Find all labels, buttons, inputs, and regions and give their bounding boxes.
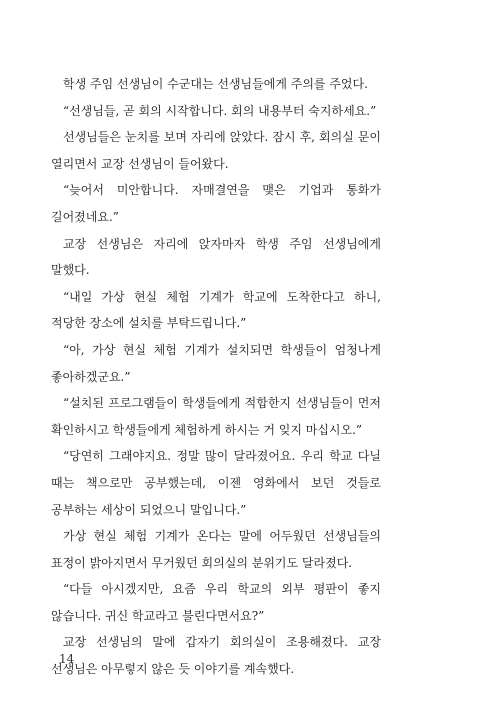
paragraph: “다들 아시겠지만, 요즘 우리 학교의 외부 평판이 좋지 않습니다. 귀신 학교라고 불린다면서요?”	[51, 582, 381, 623]
paragraph: 교장 선생님의 말에 갑자기 회의실이 조용해졌다. 교장 선생님은 아무렇지 않은 듯 이야기를 계속했다.	[51, 635, 381, 677]
paragraph: “아, 가상 현실 체험 기계가 설치되면 학생들이 엄청나게 좋아하겠군요.”	[51, 342, 381, 384]
body-text	[51, 71, 381, 683]
paragraph: 가상 현실 체험 기계가 온다는 말에 어두웠던 선생님들의 표정이 밝아지면서 무거웠던 회의실의 분위기도 달라졌다.	[51, 529, 381, 570]
paragraph: “늦어서 미안합니다. 자매결연을 맺은 기업과 통화가 길어졌네요.”	[51, 183, 381, 224]
paragraph: 선생님들은 눈치를 보며 자리에 앉았다. 잠시 후, 회의실 문이 열리면서 교장 선생님이 들어왔다.	[51, 130, 381, 171]
paragraph: “당연히 그래야지요. 정말 많이 달라졌어요. 우리 학교 다닐 때는 책으로만 공부했는데, 이젠 영화에서 보던 것들로 공부하는 세상이 되었으니 말입니다.”	[51, 449, 381, 517]
paragraph: “설치된 프로그램들이 학생들에게 적합한지 선생님들이 먼저 확인하시고 학생들에게 체험하게 하시는 거 잊지 마십시오.”	[51, 396, 381, 437]
paragraph: “선생님들, 곧 회의 시작합니다. 회의 내용부터 숙지하세요.”	[63, 103, 377, 118]
paragraph: 교장 선생님은 자리에 앉자마자 학생 주임 선생님에게 말했다.	[51, 236, 381, 278]
paragraph: “내일 가상 현실 체험 기계가 학교에 도착한다고 하니, 적당한 장소에 설치를 부탁드립니다.”	[51, 289, 381, 331]
paragraph: 학생 주임 선생님이 수군대는 선생님들에게 주의를 주었다.	[63, 77, 368, 91]
page-number: 14	[59, 652, 75, 666]
